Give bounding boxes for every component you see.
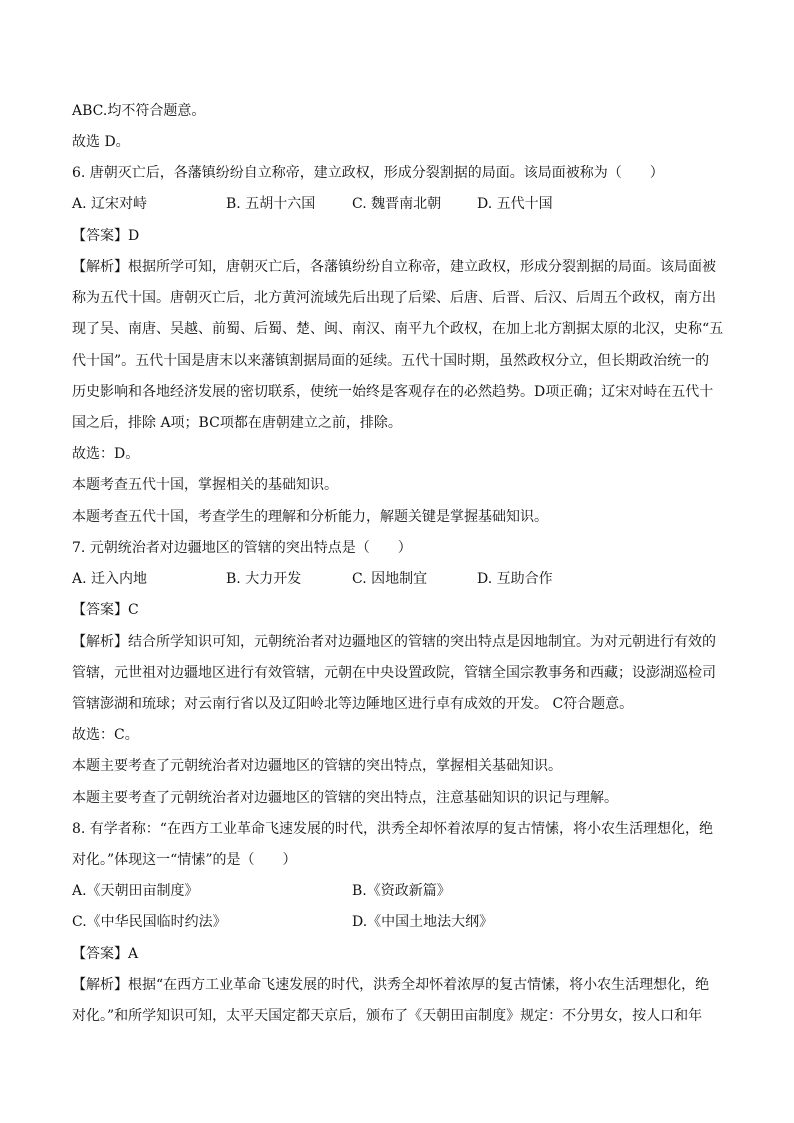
option-a: A. 辽宋对峙 — [72, 196, 148, 212]
analysis-text: 结合所学知识可知，元朝统治者对边疆地区的管辖的突出特点是因地制宜。为对元朝进行有效的 — [128, 634, 716, 650]
answer-8 — [72, 939, 722, 970]
answer-value: C — [128, 602, 139, 618]
text-line: 故选 D。 — [72, 134, 130, 150]
option-a: A.《天朝田亩制度》 — [72, 883, 199, 899]
note-7-2: 本题主要考查了元朝统治者对边疆地区的管辖的突出特点，注意基础知识的识记与理解。 — [72, 790, 618, 806]
answer-tag: 【答案】 — [72, 602, 128, 618]
selection-7: 故选：C。 — [72, 727, 139, 743]
analysis-text: 根据“在西方工业革命飞速发展的时代，洪秀全却怀着浓厚的复古情愫，将小农生活理想化，绝 — [128, 977, 710, 993]
answer-6 — [72, 221, 722, 252]
analysis-8-line-1 — [72, 970, 722, 1001]
option-b: B.《资政新篇》 — [352, 883, 451, 899]
option-c: C. 魏晋南北朝 — [352, 196, 442, 212]
analysis-7-line-1 — [72, 627, 722, 658]
option-b: B. 五胡十六国 — [226, 196, 316, 212]
question-6: 6. 唐朝灭亡后，各藩镇纷纷自立称帝，建立政权，形成分裂割据的局面。该局面被称为（ ） — [72, 165, 664, 181]
analysis-7-line-2: 管辖，元世祖对边疆地区进行有效管辖，元朝在中央设置政院，管辖全国宗教事务和西藏；设澎湖巡检司 — [72, 665, 716, 681]
option-d: D.《中国土地法大纲》 — [352, 914, 494, 930]
question-8-options-row-2 — [72, 907, 722, 938]
option-b: B. 大力开发 — [226, 571, 302, 587]
analysis-tag: 【解析】 — [72, 634, 128, 650]
question-7: 7. 元朝统治者对边疆地区的管辖的突出特点是（ ） — [72, 540, 412, 556]
question-7-options — [72, 564, 722, 595]
note-6-2: 本题考查五代十国，考查学生的理解和分析能力，解题关键是掌握基础知识。 — [72, 509, 548, 525]
analysis-text: 根据所学可知，唐朝灭亡后，各藩镇纷纷自立称帝，建立政权，形成分裂割据的局面。该局面被 — [128, 259, 716, 275]
answer-tag: 【答案】 — [72, 228, 128, 244]
analysis-tag: 【解析】 — [72, 259, 128, 275]
note-6-1: 本题考查五代十国，掌握相关的基础知识。 — [72, 477, 338, 493]
answer-value: A — [128, 946, 139, 962]
note-7-1: 本题主要考查了元朝统治者对边疆地区的管辖的突出特点，掌握相关基础知识。 — [72, 758, 562, 774]
analysis-7-line-3: 管辖澎湖和琉球；对云南行省以及辽阳岭北等边陲地区进行卓有成效的开发。 C符合题意。 — [72, 696, 634, 712]
answer-7 — [72, 595, 722, 626]
question-6-options — [72, 189, 722, 220]
analysis-6-line-6: 国之后，排除 A项；BC项都在唐朝建立之前，排除。 — [72, 415, 402, 431]
text-line: ABC.均不符合题意。 — [72, 103, 206, 119]
answer-tag: 【答案】 — [72, 946, 128, 962]
option-c: C.《中华民国临时约法》 — [72, 914, 227, 930]
analysis-6-line-1 — [72, 252, 722, 283]
question-8-line-2: 对化。”体现这一“情愫”的是（ ） — [72, 852, 297, 868]
analysis-6-line-4: 代十国”。五代十国是唐末以来藩镇割据局面的延续。五代十国时期，虽然政权分立，但长期政治统一的 — [72, 353, 710, 369]
analysis-tag: 【解析】 — [72, 977, 128, 993]
option-c: C. 因地制宜 — [352, 571, 428, 587]
analysis-6-line-5: 历史影响和各地经济发展的密切联系，使统一始终是客观存在的必然趋势。D项正确；辽宋对峙在五代十 — [72, 384, 714, 400]
option-d: D. 五代十国 — [477, 196, 553, 212]
analysis-8-line-2: 对化。”和所学知识可知，太平天国定都天京后，颁布了《天朝田亩制度》规定：不分男女，按人口和年 — [72, 1008, 703, 1024]
analysis-6-line-2: 称为五代十国。唐朝灭亡后，北方黄河流域先后出现了后梁、后唐、后晋、后汉、后周五个政权，南方出 — [72, 290, 716, 306]
option-d: D. 互助合作 — [477, 571, 553, 587]
selection-6: 故选：D。 — [72, 446, 140, 462]
option-a: A. 迁入内地 — [72, 571, 148, 587]
question-8-line-1: 8. 有学者称：“在西方工业革命飞速发展的时代，洪秀全却怀着浓厚的复古情愫，将小农生活理想化，绝 — [72, 821, 713, 837]
answer-value: D — [128, 228, 140, 244]
analysis-6-line-3: 现了吴、南唐、吴越、前蜀、后蜀、楚、闽、南汉、南平九个政权，在加上北方割据太原的北汉，史称“五 — [72, 321, 724, 337]
question-8-options-row-1 — [72, 876, 722, 907]
